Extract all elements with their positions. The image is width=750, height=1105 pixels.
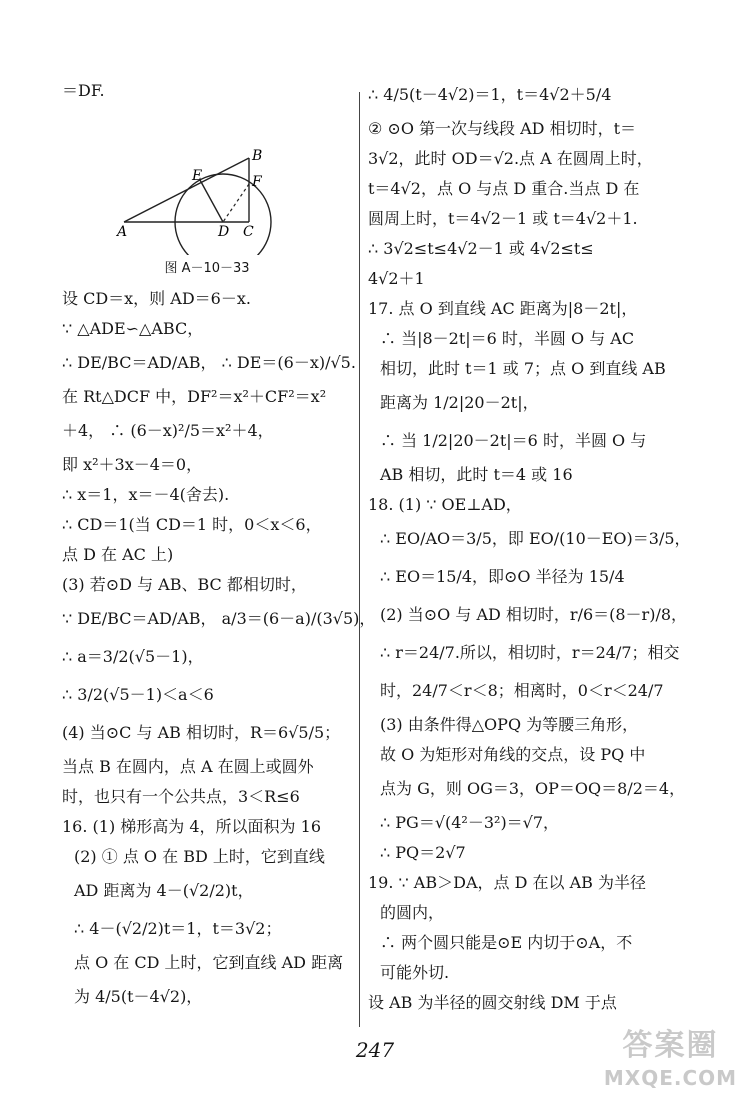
text-line: ∴ 3√2≤t≤4√2－1 或 4√2≤t≤ bbox=[368, 239, 594, 258]
label-c: C bbox=[243, 224, 254, 240]
circle-triangle-diagram bbox=[62, 110, 352, 255]
text-line: ∴ 当 1/2|20－2t|＝6 时，半圆 O 与 bbox=[380, 431, 647, 450]
text-line: ∴ 4/5(t－4√2)＝1，t＝4√2＋5/4 bbox=[368, 85, 612, 104]
text-line: (2) 当⊙O 与 AD 相切时，r/6＝(8－r)/8， bbox=[380, 605, 688, 624]
text-line: ∴ 两个圆只能是⊙E 内切于⊙A，不 bbox=[380, 933, 633, 952]
text-line: 故 O 为矩形对角线的交点，设 PQ 中 bbox=[380, 745, 646, 764]
text-line: ∴ PG＝√(4²－3²)＝√7， bbox=[380, 813, 560, 832]
text-line: ∴ PQ＝2√7 bbox=[380, 843, 466, 862]
right-column bbox=[368, 80, 693, 1022]
label-d: D bbox=[218, 224, 230, 240]
text-line: 时，24/7＜r＜8；相离时，0＜r＜24/7 bbox=[380, 681, 664, 700]
text-line: 点为 G，则 OG＝3，OP＝OQ＝8/2＝4， bbox=[380, 779, 686, 798]
text-line: ∵ DE/BC＝AD/AB， a/3＝(6－a)/(3√5)， bbox=[62, 609, 376, 628]
text-line: 3√2，此时 OD＝√2.点 A 在圆周上时， bbox=[368, 149, 653, 168]
text-line: AD 距离为 4－(√2/2)t， bbox=[74, 881, 254, 900]
text-line: (3) 由条件得△OPQ 为等腰三角形， bbox=[380, 715, 639, 734]
text-line: ∴ r＝24/7.所以，相切时，r＝24/7；相交 bbox=[380, 643, 680, 662]
figure-caption: 图 A－10－33 bbox=[164, 261, 250, 276]
text-line: ∴ 4－(√2/2)t＝1，t＝3√2； bbox=[74, 919, 282, 938]
text-line: ∴ 当|8－2t|＝6 时，半圆 O 与 AC bbox=[380, 329, 635, 348]
watermark-text: 答案圈 bbox=[622, 1028, 719, 1063]
text-line: t＝4√2，点 O 与点 D 重合.当点 D 在 bbox=[368, 179, 640, 198]
text-line: 为 4/5(t－4√2)， bbox=[74, 987, 203, 1006]
text-line: 距离为 1/2|20－2t|， bbox=[380, 393, 539, 412]
problem-16-line: 16. (1) 梯形高为 4，所以面积为 16 bbox=[62, 817, 321, 836]
label-e: E bbox=[192, 168, 203, 184]
text-line: 圆周上时，t＝4√2－1 或 t＝4√2＋1. bbox=[368, 209, 638, 228]
text-line: 时，也只有一个公共点，3＜R≤6 bbox=[62, 787, 300, 806]
text-line: ∴ DE/BC＝AD/AB， ∴ DE＝(6－x)/√5. bbox=[62, 353, 356, 372]
text-line: 当点 B 在圆内，点 A 在圆上或圆外 bbox=[62, 757, 314, 776]
text-line: ＝DF. bbox=[62, 81, 105, 100]
problem-19-line: 19. ∵ AB＞DA，点 D 在以 AB 为半径 bbox=[368, 873, 646, 892]
problem-18-line: 18. (1) ∵ OE⊥AD， bbox=[368, 495, 522, 514]
text-line: ∴ a＝3/2(√5－1)， bbox=[62, 647, 204, 666]
text-line: 可能外切. bbox=[380, 963, 450, 982]
text-line: ＋4， ∴ (6－x)²/5＝x²＋4， bbox=[62, 421, 274, 440]
text-line: 点 O 在 CD 上时，它到直线 AD 距离 bbox=[74, 953, 344, 972]
text-line: 在 Rt△DCF 中，DF²＝x²＋CF²＝x² bbox=[62, 387, 327, 406]
text-line: ∵ △ADE∽△ABC， bbox=[62, 319, 204, 338]
text-line: 的圆内， bbox=[380, 903, 445, 922]
page-number: 247 bbox=[355, 1038, 395, 1062]
text-line: (3) 若⊙D 与 AB、BC 都相切时， bbox=[62, 575, 307, 594]
text-line: ∴ CD＝1(当 CD＝1 时，0＜x＜6， bbox=[62, 515, 322, 534]
text-line: 设 AB 为半径的圆交射线 DM 于点 bbox=[368, 993, 617, 1012]
text-line: 设 CD＝x，则 AD＝6－x. bbox=[62, 289, 251, 308]
text-line: ∴ 3/2(√5－1)＜a＜6 bbox=[62, 685, 214, 704]
text-line: ∴ EO＝15/4，即⊙O 半径为 15/4 bbox=[380, 567, 625, 586]
problem-17-line: 17. 点 O 到直线 AC 距离为|8－2t|， bbox=[368, 299, 638, 318]
label-b: B bbox=[252, 148, 263, 164]
text-line: 点 D 在 AC 上) bbox=[62, 545, 174, 564]
watermark-logo bbox=[603, 1027, 738, 1097]
left-column bbox=[62, 80, 376, 1020]
text-line: (4) 当⊙C 与 AB 相切时，R＝6√5/5； bbox=[62, 723, 341, 742]
label-a: A bbox=[117, 224, 128, 240]
text-line: 相切，此时 t＝1 或 7；点 O 到直线 AB bbox=[380, 359, 666, 378]
column-divider bbox=[359, 92, 360, 1027]
text-line: 4√2＋1 bbox=[368, 269, 425, 288]
geometry-figure bbox=[62, 110, 352, 255]
text-line: 即 x²＋3x－4＝0， bbox=[62, 455, 203, 474]
text-line: ② ⊙O 第一次与线段 AD 相切时，t＝ bbox=[368, 119, 637, 138]
watermark-domain: MXQE.COM bbox=[603, 1066, 738, 1090]
text-line: ∴ EO/AO＝3/5，即 EO/(10－EO)＝3/5， bbox=[380, 529, 691, 548]
label-f: F bbox=[252, 174, 262, 190]
text-line: AB 相切，此时 t＝4 或 16 bbox=[380, 465, 573, 484]
segment-df bbox=[223, 184, 249, 222]
text-line: ∴ x＝1，x＝－4(舍去). bbox=[62, 485, 230, 504]
text-line: (2) ① 点 O 在 BD 上时，它到直线 bbox=[74, 847, 325, 866]
segment-de bbox=[200, 180, 223, 222]
